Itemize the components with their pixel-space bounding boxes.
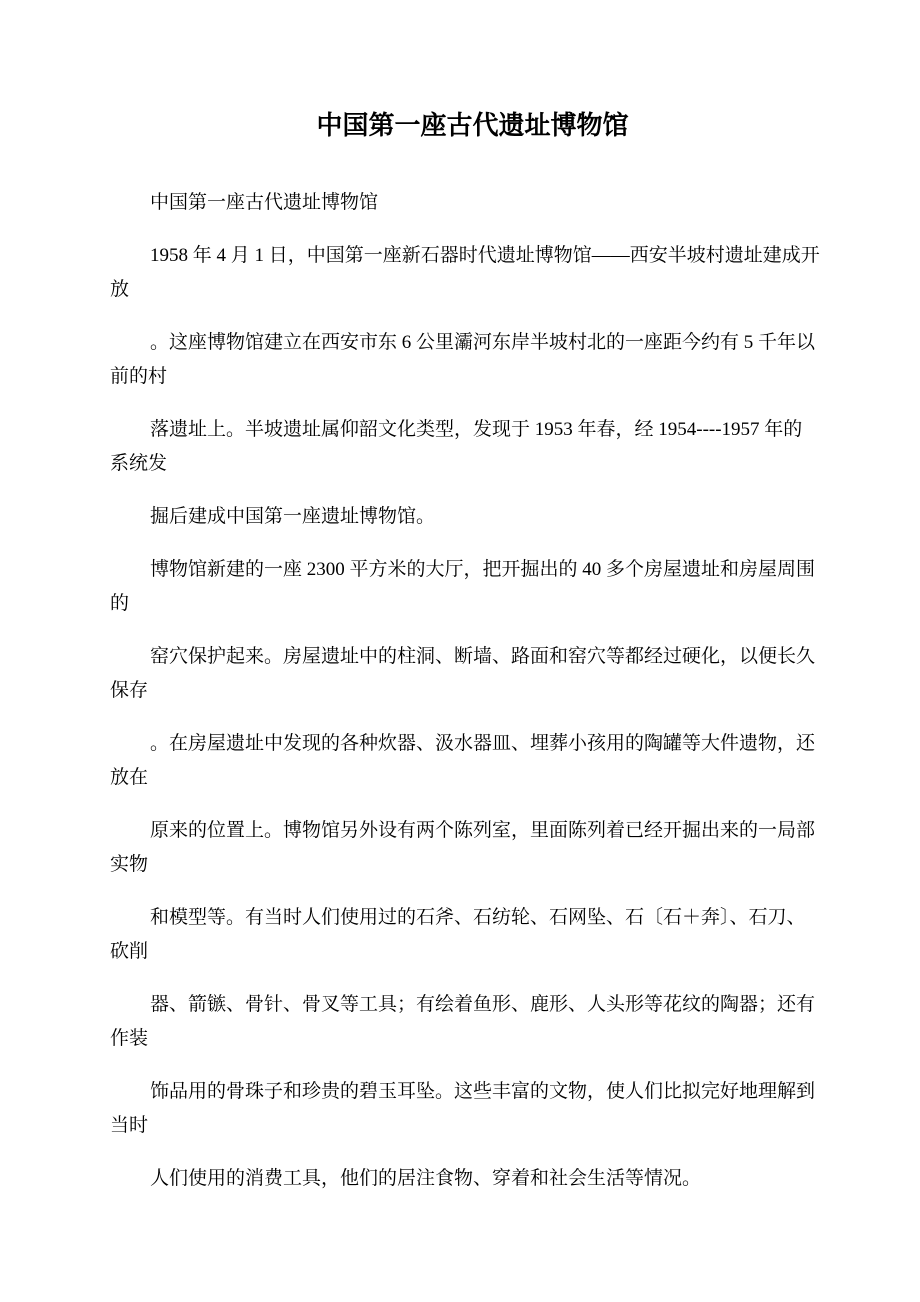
paragraph-1 xyxy=(110,186,835,220)
paragraph-line: 放在 xyxy=(110,767,149,788)
paragraph-8 xyxy=(110,727,835,795)
paragraph-12 xyxy=(110,1075,835,1143)
paragraph-line: 掘后建成中国第一座遗址博物馆。 xyxy=(150,506,436,527)
paragraph-line: 系统发 xyxy=(110,453,168,474)
paragraph-line: 原来的位置上。博物馆另外设有两个陈列室，里面陈列着已经开掘出来的一局部 xyxy=(150,820,816,841)
paragraph-line: 实物 xyxy=(110,854,149,875)
paragraph-line: 当时 xyxy=(110,1115,149,1136)
paragraph-line: 前的村 xyxy=(110,366,168,387)
paragraph-line: 砍削 xyxy=(110,941,149,962)
paragraph-7 xyxy=(110,640,835,708)
paragraph-6 xyxy=(110,553,835,621)
paragraph-4 xyxy=(110,413,835,481)
paragraph-5 xyxy=(110,500,835,534)
paragraph-line: 放 xyxy=(110,279,130,300)
paragraph-line: 人们使用的消费工具，他们的居注食物、穿着和社会生活等情况。 xyxy=(150,1168,702,1189)
paragraph-line: 饰品用的骨珠子和珍贵的碧玉耳坠。这些丰富的文物，使人们比拟完好地理解到 xyxy=(150,1081,816,1102)
paragraph-line: 。在房屋遗址中发现的各种炊器、汲水器皿、埋葬小孩用的陶罐等大件遗物，还 xyxy=(150,733,816,754)
paragraph-line: 窑穴保护起来。房屋遗址中的柱洞、断墙、路面和窑穴等都经过硬化，以便长久 xyxy=(150,646,816,667)
paragraph-2 xyxy=(110,239,835,307)
paragraph-3 xyxy=(110,326,835,394)
paragraph-line: 作装 xyxy=(110,1028,149,1049)
paragraph-10 xyxy=(110,901,835,969)
paragraph-line: 器、箭镞、骨针、骨叉等工具；有绘着鱼形、鹿形、人头形等花纹的陶器；还有 xyxy=(150,994,816,1015)
paragraph-9 xyxy=(110,814,835,882)
paragraph-line: 保存 xyxy=(110,680,149,701)
paragraph-line: 的 xyxy=(110,593,130,614)
paragraph-line: 。这座博物馆建立在西安市东 6 公里灞河东岸半坡村北的一座距今约有 5 千年以 xyxy=(150,332,816,353)
paragraph-line: 落遗址上。半坡遗址属仰韶文化类型，发现于 1953 年春，经 1954----1957 年的 xyxy=(150,419,803,440)
document-title: 中国第一座古代遗址博物馆 xyxy=(316,111,629,140)
paragraph-line: 中国第一座古代遗址博物馆 xyxy=(150,192,379,213)
paragraph-11 xyxy=(110,988,835,1056)
paragraph-13 xyxy=(110,1162,835,1196)
paragraph-line: 博物馆新建的一座 2300 平方米的大厅，把开掘出的 40 多个房屋遗址和房屋周围 xyxy=(150,559,816,580)
paragraph-line: 1958 年 4 月 1 日，中国第一座新石器时代遗址博物馆——西安半坡村遗址建成开 xyxy=(150,245,820,266)
paragraph-line: 和模型等。有当时人们使用过的石斧、石纺轮、石网坠、石〔石＋奔〕、石刀、 xyxy=(150,907,806,928)
